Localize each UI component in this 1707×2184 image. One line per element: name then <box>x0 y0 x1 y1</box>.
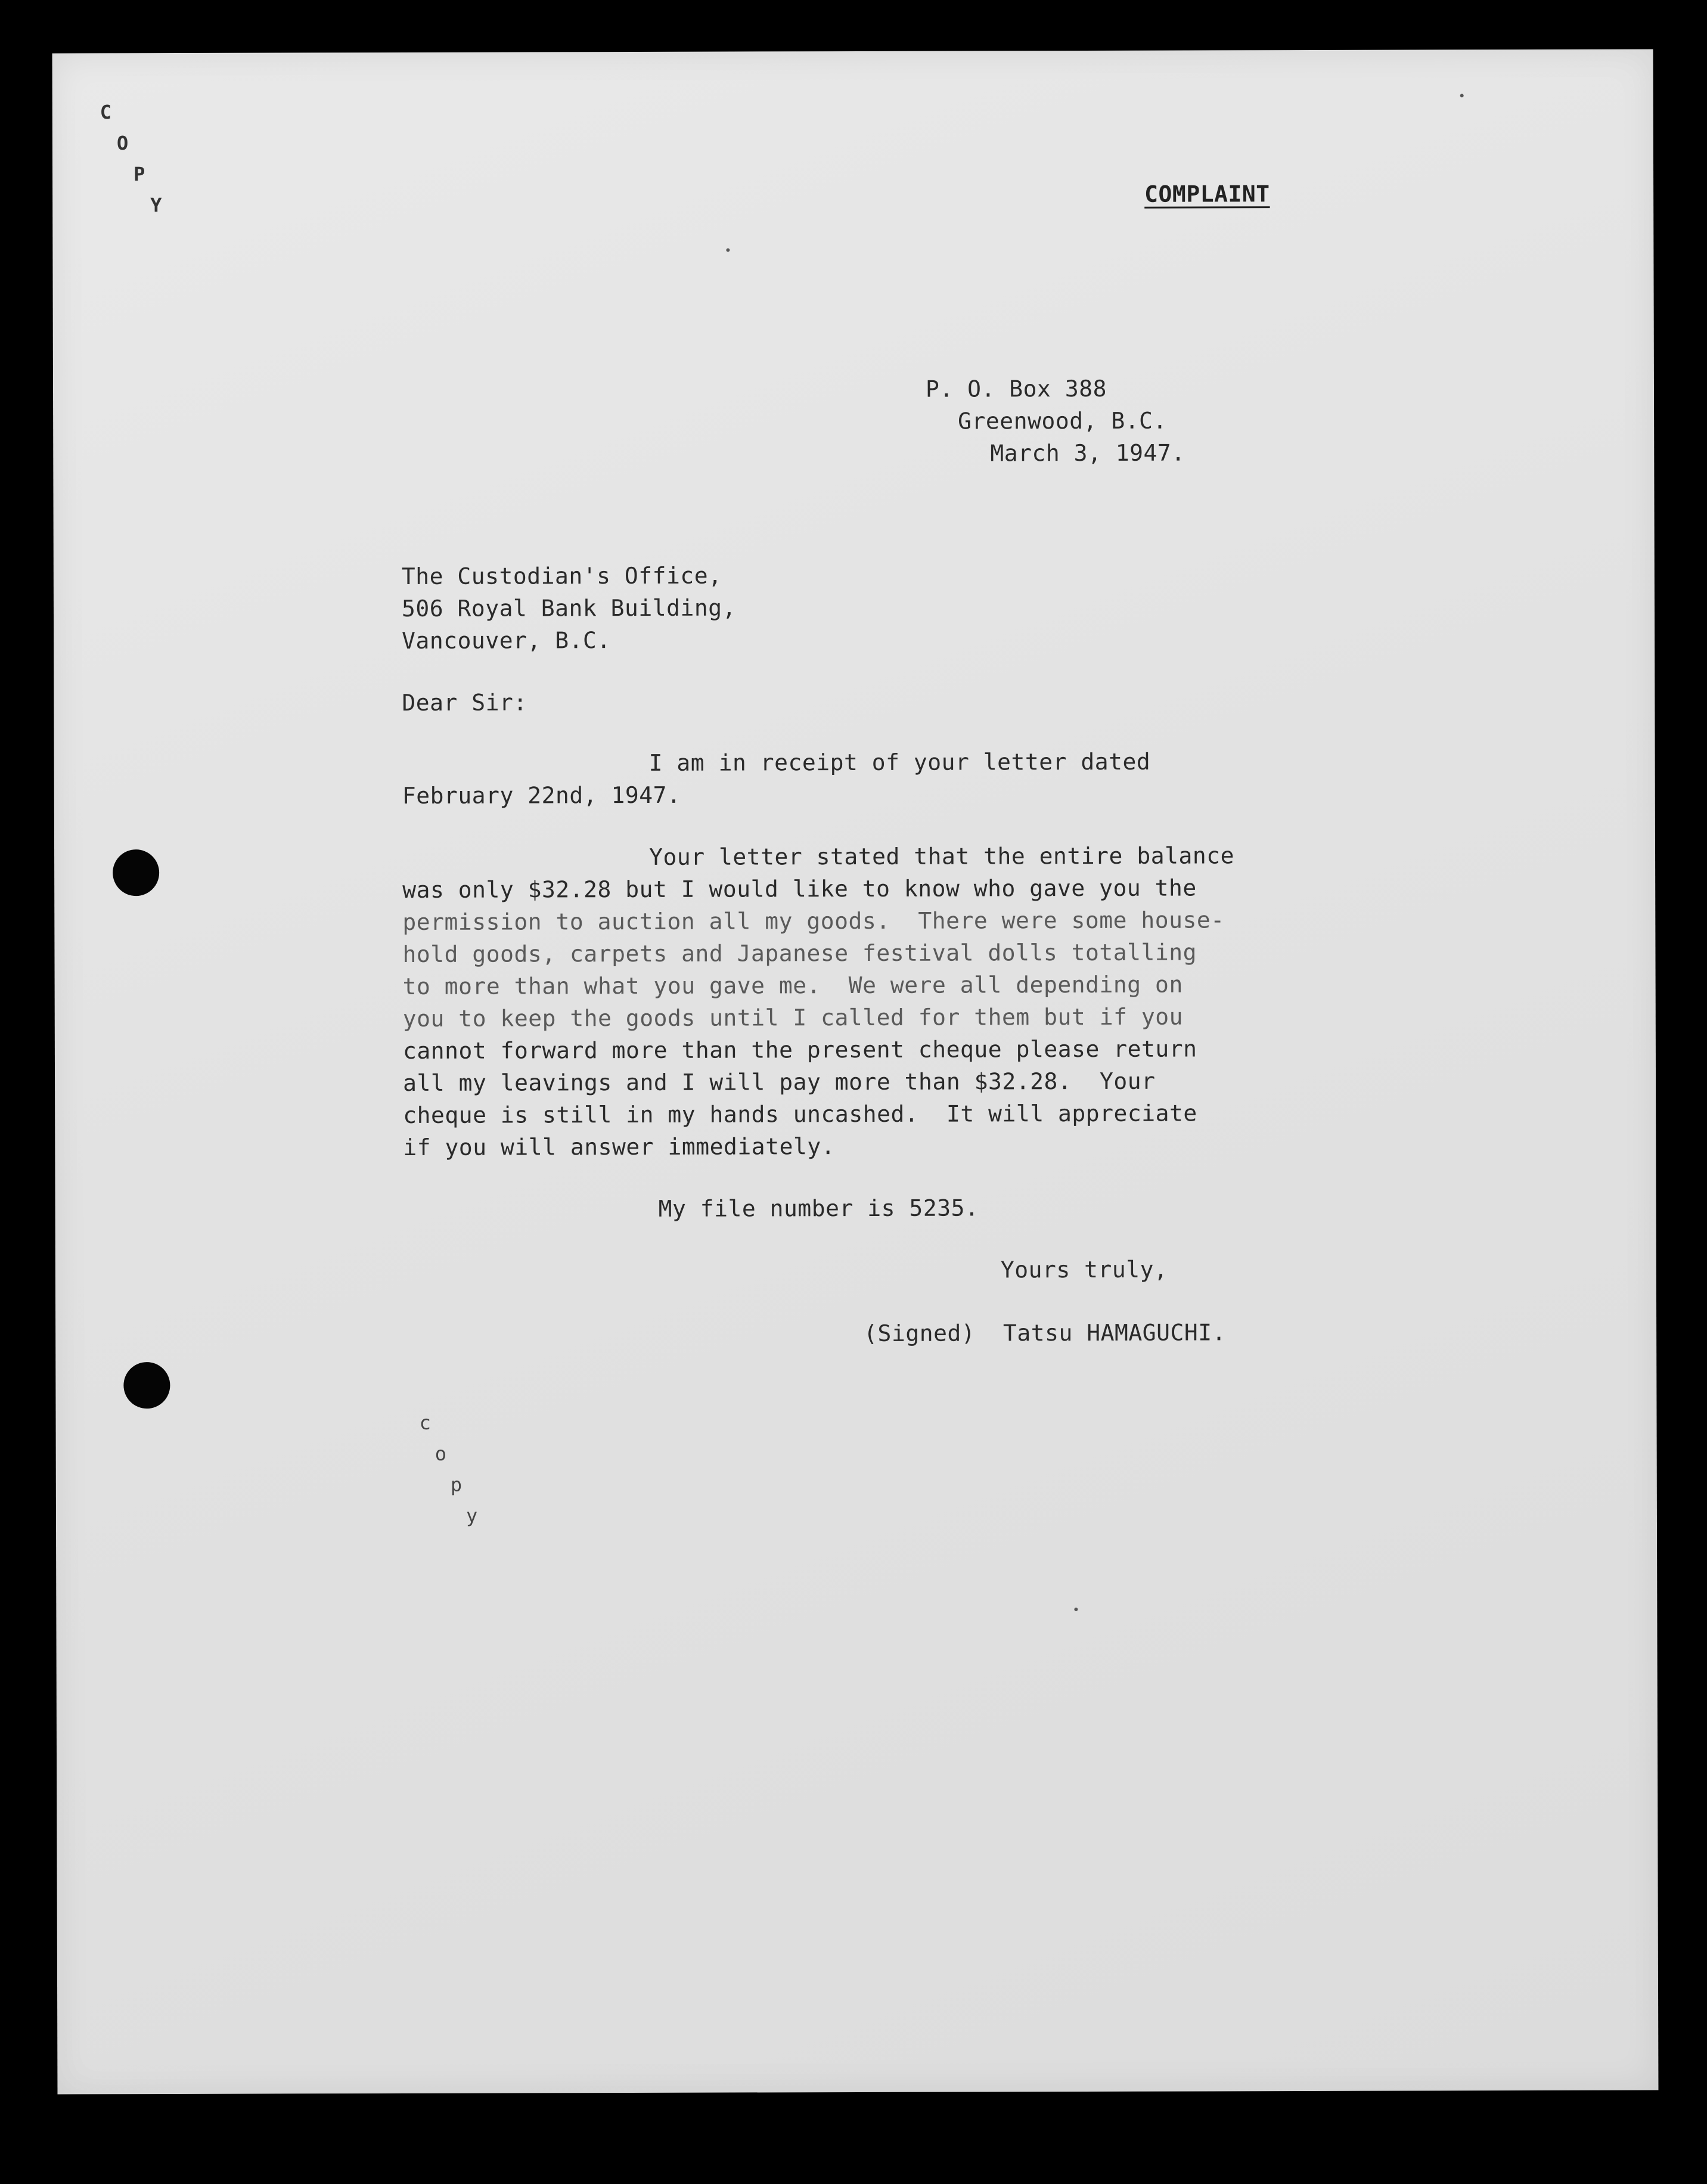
letter-date: March 3, 1947. <box>990 439 1185 467</box>
paper-speck <box>1074 1608 1078 1611</box>
copy-mark-letter: C <box>100 101 112 124</box>
punch-hole-top <box>113 849 159 896</box>
paragraph2-line: you to keep the goods until I called for them but if you <box>402 1003 1183 1032</box>
paragraph2-line: was only $32.28 but I would like to know who gave you the <box>402 874 1197 903</box>
punch-hole-bottom <box>123 1362 170 1409</box>
file-number-line: My file number is 5235. <box>658 1195 979 1222</box>
sender-address-line2: Greenwood, B.C. <box>958 407 1167 435</box>
paragraph1-line2: February 22nd, 1947. <box>402 781 681 809</box>
sender-address-line1: P. O. Box 388 <box>925 375 1107 402</box>
copy-mark-letter: O <box>116 132 129 155</box>
closing: Yours truly, <box>1000 1256 1168 1283</box>
signature-line: (Signed) Tatsu HAMAGUCHI. <box>864 1319 1227 1347</box>
copy-mark-letter: p <box>450 1473 463 1496</box>
copy-mark-letter: o <box>434 1442 446 1465</box>
paragraph2-line: all my leavings and I will pay more than $32.28. Your <box>402 1068 1156 1096</box>
recipient-address-line3: Vancouver, B.C. <box>402 627 611 654</box>
paragraph2-line: Your letter stated that the entire balance <box>648 842 1234 870</box>
paragraph1-line1: I am in receipt of your letter dated <box>648 748 1151 776</box>
heading-complaint: COMPLAINT <box>1144 181 1270 207</box>
paragraph2-line: hold goods, carpets and Japanese festival dolls totalling <box>402 939 1197 967</box>
copy-mark-letter: P <box>134 163 145 186</box>
paper-speck <box>1460 94 1464 97</box>
salutation: Dear Sir: <box>402 689 527 716</box>
recipient-address-line1: The Custodian's Office, <box>401 562 722 590</box>
paragraph2-line: cannot forward more than the present cheque please return <box>402 1035 1197 1064</box>
copy-mark-letter: y <box>465 1504 478 1527</box>
paragraph2-line: if you will answer immediately. <box>403 1133 836 1161</box>
copy-mark-letter: c <box>419 1411 431 1434</box>
paragraph2-line: permission to auction all my goods. There were some house- <box>402 907 1225 935</box>
copy-mark-letter: Y <box>150 194 162 217</box>
paragraph2-line: cheque is still in my hands uncashed. It will appreciate <box>403 1100 1197 1128</box>
recipient-address-line2: 506 Royal Bank Building, <box>401 594 737 622</box>
paper-speck <box>726 249 730 252</box>
document-page <box>52 49 1659 2094</box>
paragraph2-line: to more than what you gave me. We were all depending on <box>402 971 1183 1000</box>
